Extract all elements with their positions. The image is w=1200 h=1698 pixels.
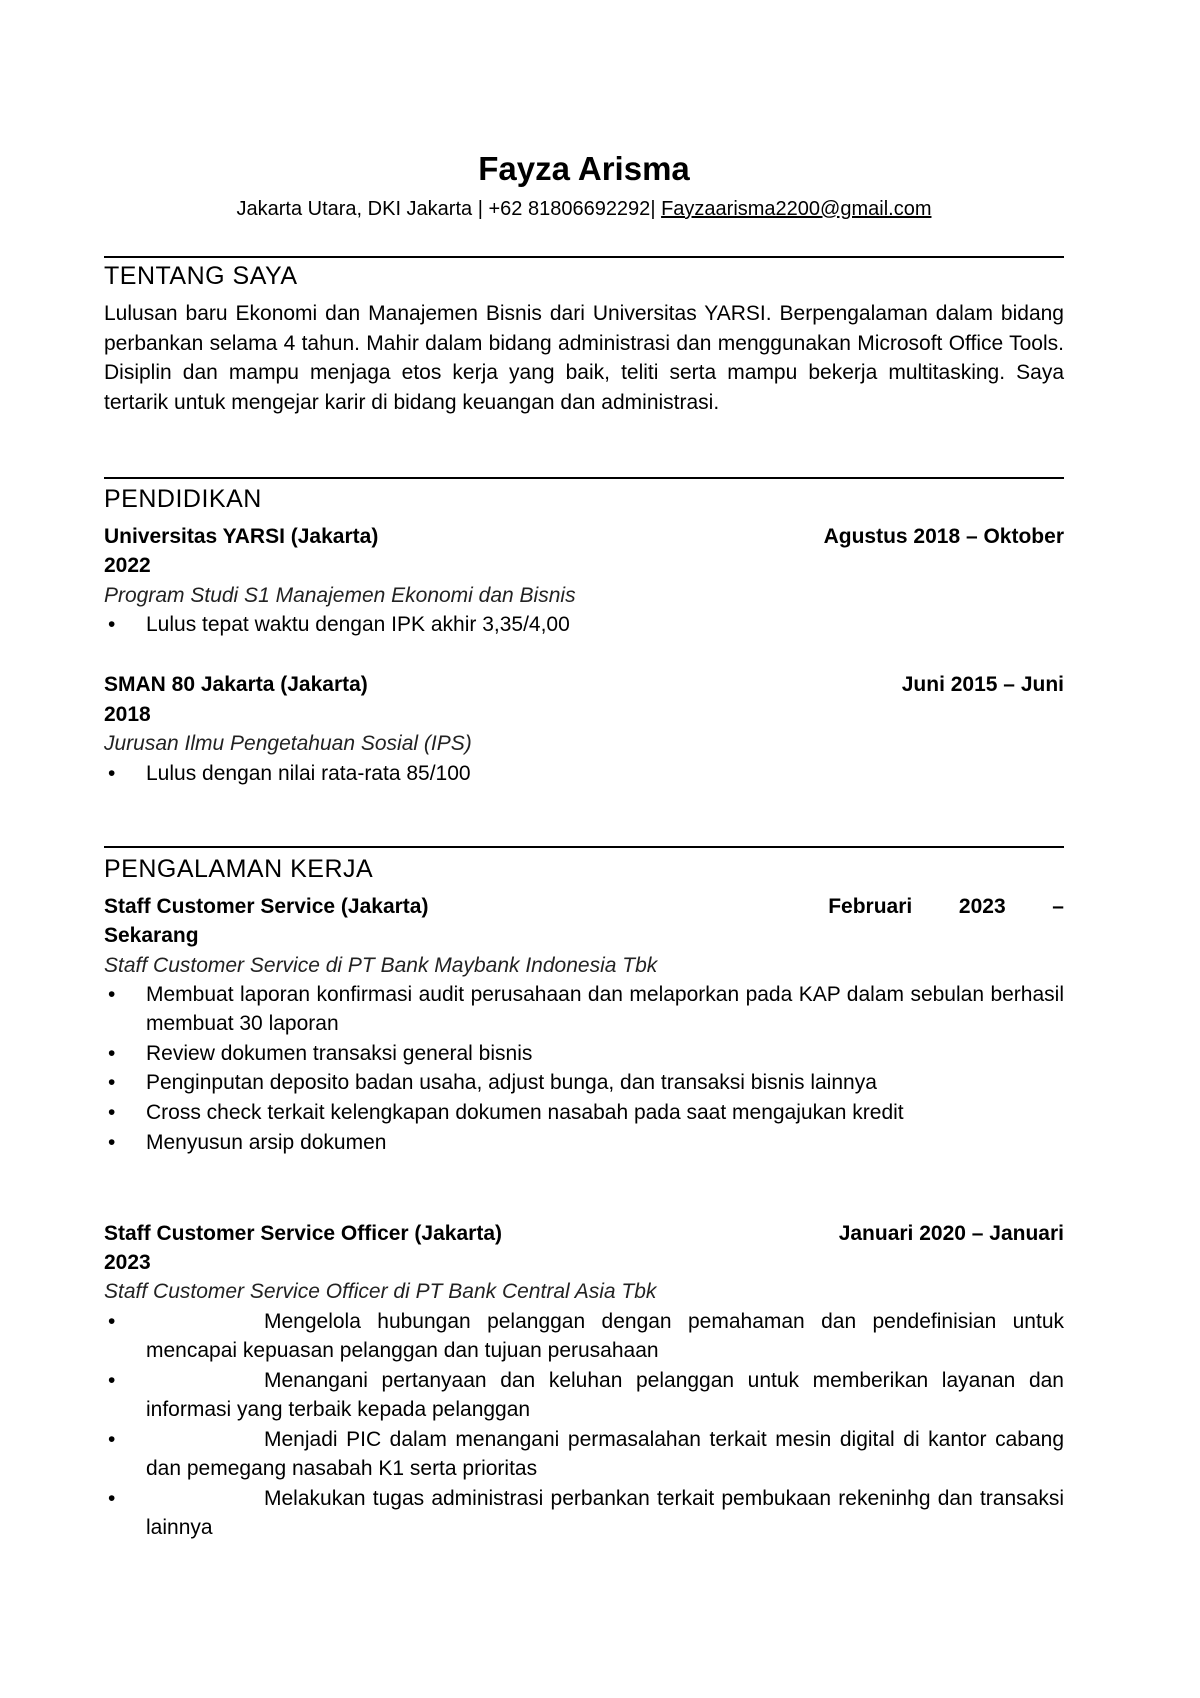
about-text: Lulusan baru Ekonomi dan Manajemen Bisnis dari Universitas YARSI. Berpengalaman dalam bidang perbankan selama 4 tahun. Mahir dalam bidang administrasi dan menggunakan Microsoft Office Tools. Disiplin dan mampu menjaga etos kerja yang baik, teliti serta mampu bekerja multitasking. Saya tertarik untuk mengejar karir di bidang keuangan dan administrasi. (104, 302, 1064, 414)
entry-period: Juni 2015 – Juni (901, 673, 1064, 696)
bullet-icon: • (108, 1042, 116, 1065)
location: Jakarta Utara, DKI Jakarta (236, 198, 473, 220)
section-title-education: PENDIDIKAN (104, 485, 262, 513)
job-role: Staff Customer Service Officer (Jakarta) (104, 1222, 502, 1245)
section-title-about: TENTANG SAYA (104, 262, 298, 290)
entry-period: Januari 2020 – Januari (838, 1222, 1064, 1245)
entry-period-continued: 2022 (104, 554, 151, 577)
entry-period-continued: 2018 (104, 703, 151, 726)
company-name: Staff Customer Service di PT Bank Maybank Indonesia Tbk (104, 954, 658, 977)
separator: | (650, 198, 662, 220)
company-name: Staff Customer Service Officer di PT Bank Central Asia Tbk (104, 1280, 657, 1303)
institution-name: Universitas YARSI (Jakarta) (104, 525, 379, 548)
list-item-text: Menjadi PIC dalam menangani permasalahan terkait mesin digital di kantor cabang dan pemegang nasabah K1 serta prioritas (146, 1428, 1064, 1480)
list-item-text: Lulus tepat waktu dengan IPK akhir 3,35/4,00 (146, 613, 570, 636)
list-item-text: Penginputan deposito badan usaha, adjust bunga, dan transaksi bisnis lainnya (146, 1071, 877, 1094)
bullet-icon: • (108, 1369, 116, 1392)
bullet-icon: • (108, 983, 116, 1006)
section-divider (104, 477, 1064, 479)
entry-period: Februari 2023 – (828, 895, 1064, 918)
phone: +62 81806692292 (488, 198, 651, 220)
list-item-text: Lulus dengan nilai rata-rata 85/100 (146, 762, 471, 785)
list-item-text: Menyusun arsip dokumen (146, 1131, 387, 1154)
bullet-icon: • (108, 1428, 116, 1451)
candidate-name: Fayza Arisma (478, 150, 690, 187)
bullet-icon: • (108, 1487, 116, 1510)
email-link[interactable]: Fayzaarisma2200@gmail.com (661, 198, 932, 220)
job-role: Staff Customer Service (Jakarta) (104, 895, 429, 918)
bullet-icon: • (108, 1071, 116, 1094)
section-divider (104, 256, 1064, 258)
list-item-text: Cross check terkait kelengkapan dokumen nasabah pada saat mengajukan kredit (146, 1101, 904, 1124)
section-title-experience: PENGALAMAN KERJA (104, 855, 374, 883)
entry-period-continued: Sekarang (104, 924, 199, 947)
bullet-icon: • (108, 762, 116, 785)
bullet-icon: • (108, 1131, 116, 1154)
entry-heading (104, 1219, 1064, 1248)
section-divider (104, 846, 1064, 848)
entry-heading (104, 670, 1064, 699)
entry-period-continued: 2023 (104, 1251, 151, 1274)
institution-name: SMAN 80 Jakarta (Jakarta) (104, 673, 368, 696)
list-item-text: Melakukan tugas administrasi perbankan terkait pembukaan rekeninhg dan transaksi lainnya (146, 1487, 1064, 1539)
entry-heading (104, 892, 1064, 921)
entry-heading (104, 522, 1064, 551)
bullet-icon: • (108, 1101, 116, 1124)
separator: | (472, 198, 489, 220)
bullet-icon: • (108, 613, 116, 636)
list-item-text: Review dokumen transaksi general bisnis (146, 1042, 533, 1065)
program-name: Jurusan Ilmu Pengetahuan Sosial (IPS) (104, 732, 472, 755)
list-item-text: Membuat laporan konfirmasi audit perusahaan dan melaporkan pada KAP dalam sebulan berhasil membuat 30 laporan (146, 983, 1064, 1035)
program-name: Program Studi S1 Manajemen Ekonomi dan Bisnis (104, 584, 576, 607)
contact-line (104, 198, 1064, 221)
list-item-text: Menangani pertanyaan dan keluhan pelanggan untuk memberikan layanan dan informasi yang terbaik kepada pelanggan (146, 1369, 1064, 1421)
bullet-icon: • (108, 1310, 116, 1333)
list-item-text: Mengelola hubungan pelanggan dengan pemahaman dan pendefinisian untuk mencapai kepuasan pelanggan dan tujuan perusahaan (146, 1310, 1064, 1362)
entry-period: Agustus 2018 – Oktober (823, 525, 1064, 548)
